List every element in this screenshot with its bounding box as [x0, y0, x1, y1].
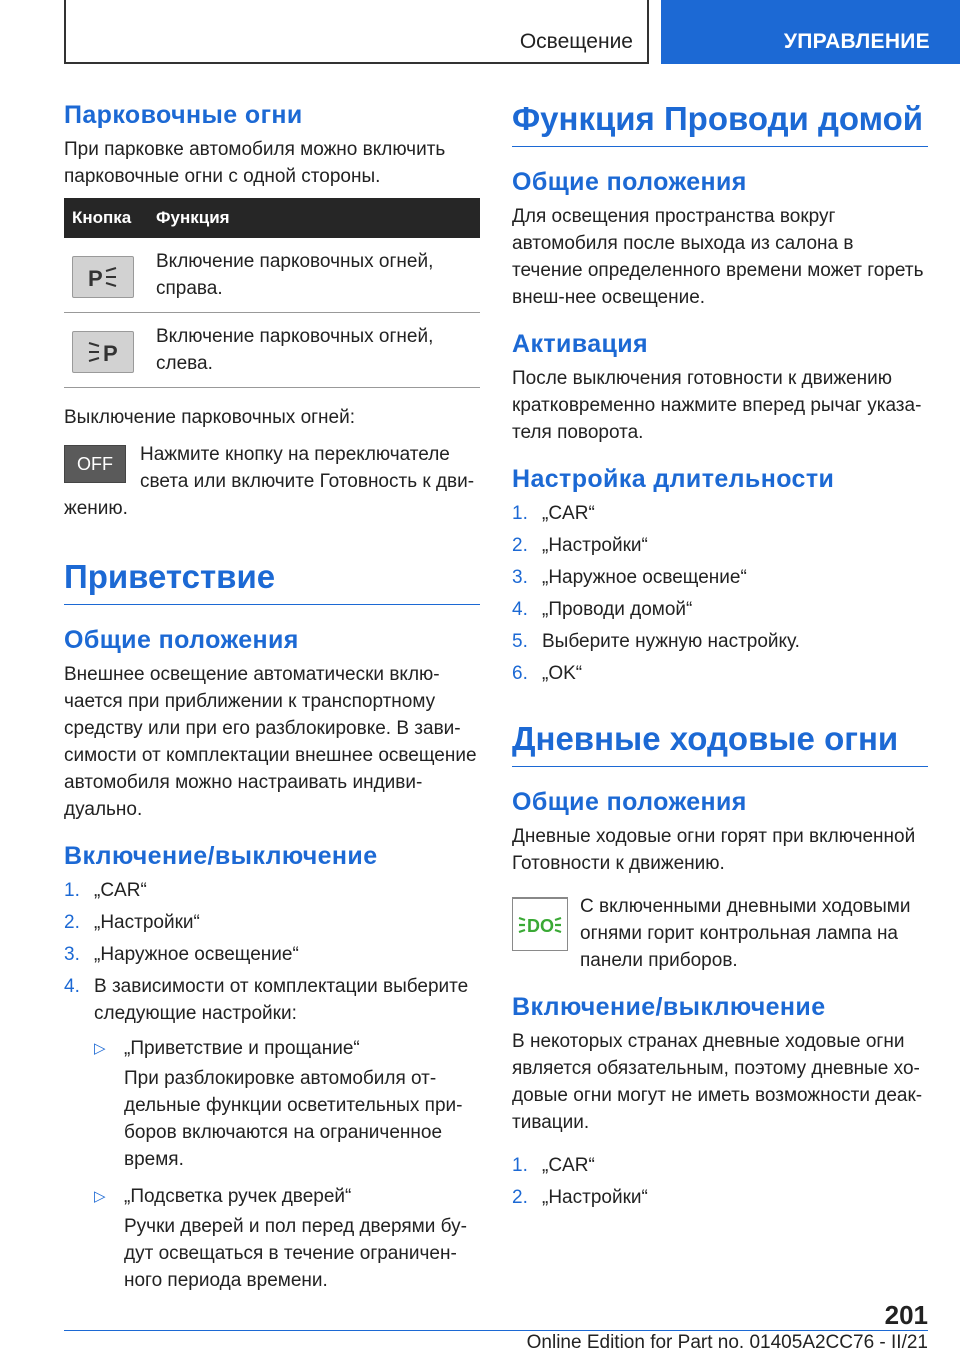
- left-column: [64, 98, 480, 1304]
- right-column: [512, 98, 928, 1216]
- drl-steps: [512, 1152, 928, 1211]
- home-steps: [512, 500, 928, 687]
- list-item: 3. „Наружное освещение“: [64, 944, 299, 965]
- edition-text: Online Edition for Part no. 01405A2CC76 - II/21: [526, 1332, 928, 1353]
- page-footer: [64, 1300, 928, 1360]
- drl-indicator-text: С включенными дневными ходовыми огнями горит контрольная лампа на панели приборов.: [580, 896, 911, 971]
- home-general-text: Для освещения пространства вокруг автомобиля после выхода из салона в течение определенного времени может гореть внеш-нее освещение.: [512, 206, 924, 308]
- drl-onoff-heading: Включение/выключение: [512, 993, 826, 1021]
- list-item: 4. „Проводи домой“: [512, 599, 693, 620]
- list-item: 1. „CAR“: [512, 1155, 595, 1176]
- drl-heading: Дневные ходовые огни: [512, 718, 928, 767]
- drl-onoff-text: В некоторых странах дневные ходовые огни является обязательным, поэтому дневные хо-довые огни могут не иметь возможности деак-тивации.: [512, 1031, 923, 1133]
- parking-off-title: Выключение парковочных огней:: [64, 407, 356, 428]
- table-header-function: Функция: [148, 198, 480, 238]
- list-item: 1. „CAR“: [64, 880, 147, 901]
- svg-text:P: P: [103, 341, 118, 365]
- list-item: 2. „Настройки“: [512, 535, 648, 556]
- parking-light-right-icon: [72, 256, 134, 298]
- footer-divider: [64, 1330, 928, 1331]
- chapter-title: УПРАВЛЕНИЕ: [783, 30, 930, 53]
- parking-left-text: Включение парковочных огней, слева.: [148, 313, 480, 388]
- triangle-bullet-icon: ▷: [94, 1040, 106, 1057]
- page-number: 201: [884, 1300, 928, 1330]
- parking-off-text: Нажмите кнопку на переключателе света или включите Готовность к дви-жению.: [64, 444, 475, 519]
- daytime-running-light-indicator-icon: [512, 897, 568, 951]
- drl-general-text: Дневные ходовые огни горят при включенной Готовности к движению.: [512, 826, 916, 874]
- welcome-general-text: Внешнее освещение автоматически вклю-чается при приближении к транспортному средству или при его разблокировке. В зави-симости от комплектации внешнее освещение автомобиля можно настраивать индиви-дуально.: [64, 664, 477, 820]
- off-button-icon: OFF: [64, 445, 126, 483]
- list-item: 6. „OK“: [512, 663, 583, 684]
- section-tab: [64, 0, 649, 64]
- home-duration-heading: Настройка длительности: [512, 465, 835, 493]
- welcome-onoff-heading: Включение/выключение: [64, 842, 378, 870]
- table-row: [64, 313, 480, 388]
- section-title: Освещение: [519, 30, 633, 53]
- chapter-tab: [661, 0, 960, 64]
- svg-text:DO: DO: [527, 915, 554, 936]
- list-item: 5. Выберите нужную настройку.: [512, 631, 800, 652]
- table-header-button: Кнопка: [64, 198, 148, 238]
- home-activation-text: После выключения готовности к движению кратковременно нажмите вперед рычаг указа-теля поворота.: [512, 368, 922, 443]
- parking-light-left-icon: [72, 331, 134, 373]
- drl-general-heading: Общие положения: [512, 788, 747, 816]
- welcome-general-heading: Общие положения: [64, 626, 299, 654]
- welcome-substeps: [94, 1035, 480, 1294]
- triangle-bullet-icon: ▷: [94, 1188, 106, 1205]
- parking-right-text: Включение парковочных огней, справа.: [148, 238, 480, 313]
- list-item: 2. „Настройки“: [64, 912, 200, 933]
- parking-lights-heading: Парковочные огни: [64, 101, 303, 129]
- list-item: 1. „CAR“: [512, 503, 595, 524]
- home-general-heading: Общие положения: [512, 168, 747, 196]
- welcome-steps: [64, 877, 480, 1294]
- list-item: 3. „Наружное освещение“: [512, 567, 747, 588]
- table-row: [64, 238, 480, 313]
- parking-lights-table: [64, 198, 480, 388]
- list-item: ▷ „Приветствие и прощание“ При разблокировке автомобиля от-дельные функции осветительных при-боров включаются на ограниченное время.: [94, 1035, 480, 1173]
- welcome-heading: Приветствие: [64, 556, 480, 605]
- list-item: 2. „Настройки“: [512, 1187, 648, 1208]
- page-header: [0, 0, 960, 66]
- list-item: 4. В зависимости от комплектации выберите следующие настройки: ▷ „Приветствие и прощание“ При разблокировке автомобиля от-дельные функции осветительных при-боров включаются на ограниченное время. ▷ „Подсветка ручек дверей“ Ручки дверей и пол перед дверями бу-дут освещаться в течение ограничен-ного периода времени.: [64, 973, 480, 1294]
- svg-text:P: P: [88, 266, 103, 290]
- list-item: ▷ „Подсветка ручек дверей“ Ручки дверей и пол перед дверями бу-дут освещаться в течение ограничен-ного периода времени.: [94, 1183, 480, 1294]
- parking-off-block: [64, 441, 480, 522]
- home-heading: Функция Проводи домой: [512, 98, 928, 147]
- drl-indicator-block: [512, 893, 928, 974]
- home-activation-heading: Активация: [512, 330, 649, 358]
- parking-lights-intro: При парковке автомобиля можно включить парковочные огни с одной стороны.: [64, 139, 446, 187]
